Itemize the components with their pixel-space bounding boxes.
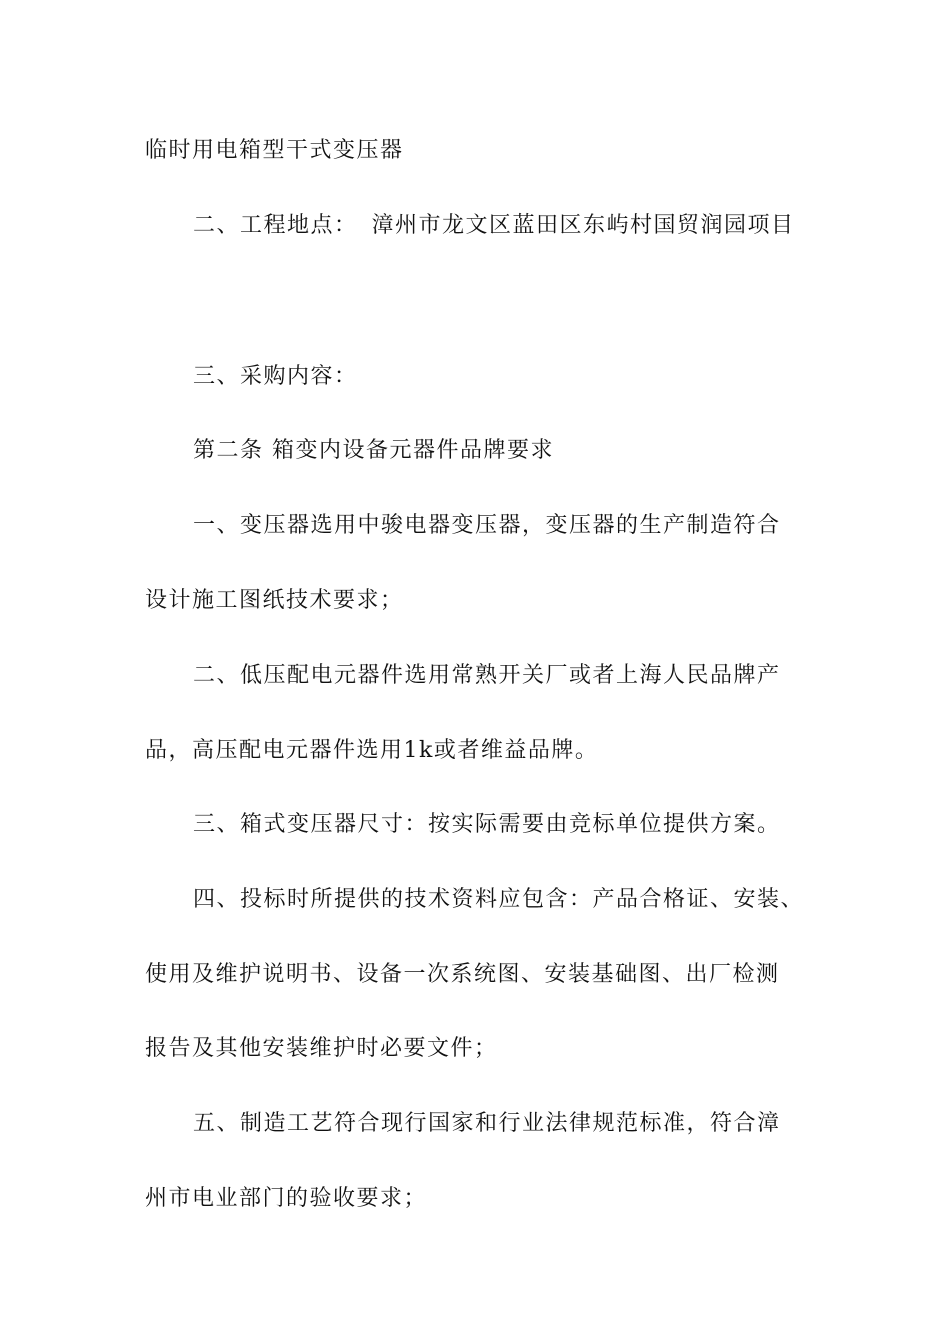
text-line-4: 第二条 箱变内设备元器件品牌要求 (193, 438, 554, 463)
text-line-5: 一、变压器选用中骏电器变压器，变压器的生产制造符合 (193, 513, 781, 538)
text-line-2 (193, 211, 795, 241)
text-line-9: 三、箱式变压器尺寸：按实际需要由竞标单位提供方案。 (193, 812, 781, 837)
text-line-3: 三、采购内容： (193, 364, 358, 389)
text-line-12: 报告及其他安装维护时必要文件； (145, 1036, 498, 1061)
project-location-value: 漳州市龙文区蓝田区东屿村国贸润园项目 (371, 213, 795, 238)
text-line-7: 二、低压配电元器件选用常熟开关厂或者上海人民品牌产 (193, 663, 781, 688)
text-line-6: 设计施工图纸技术要求； (145, 588, 404, 613)
text-line-10: 四、投标时所提供的技术资料应包含：产品合格证、安装、 (193, 887, 805, 912)
text-line-8: 品，高压配电元器件选用1k或者维益品牌。 (145, 738, 599, 763)
project-location-label: 二、工程地点： (193, 213, 358, 238)
text-line-14: 州市电业部门的验收要求； (145, 1186, 428, 1211)
text-line-13: 五、制造工艺符合现行国家和行业法律规范标准，符合漳 (193, 1111, 781, 1136)
text-line-11: 使用及维护说明书、设备一次系统图、安装基础图、出厂检测 (145, 962, 780, 987)
text-line-1: 临时用电箱型干式变压器 (145, 138, 404, 163)
